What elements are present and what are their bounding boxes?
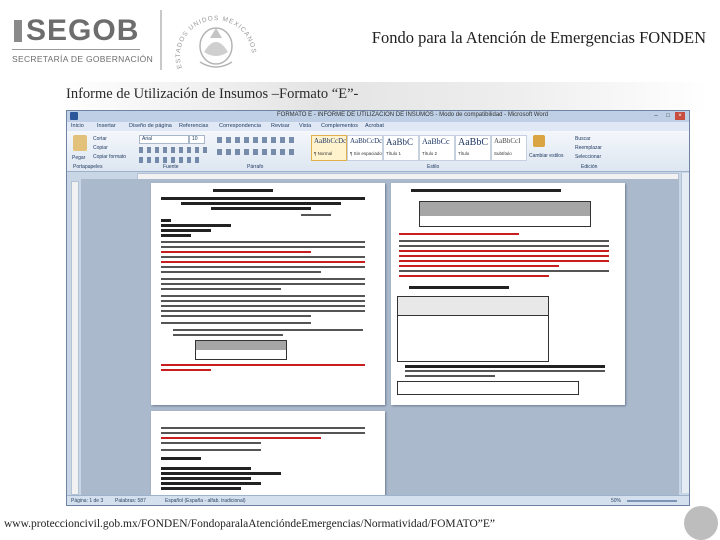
footer-url: www.proteccioncivil.gob.mx/FONDEN/FondoparalaAtencióndeEmergencias/Normatividad/FOMATO”E” xyxy=(4,518,495,530)
group-label-editing: Edición xyxy=(581,164,598,170)
logo-rule xyxy=(12,49,140,50)
list-buttons[interactable] xyxy=(217,137,297,143)
tab-diseno[interactable]: Diseño de página xyxy=(129,123,172,129)
style-heading-1[interactable]: AaBbC Título 1 xyxy=(383,135,419,161)
paste-label: Pegar xyxy=(72,155,86,161)
segob-subtitle: SECRETARÍA DE GOBERNACIÓN xyxy=(12,54,154,64)
insumos-table xyxy=(419,201,591,227)
close-icon[interactable]: × xyxy=(675,112,685,120)
seal-text: ESTADOS UNIDOS MEXICANOS xyxy=(174,15,257,70)
explanation-box xyxy=(397,381,579,395)
font-color-buttons[interactable] xyxy=(139,157,199,163)
footer-circle xyxy=(684,506,718,540)
group-label-clipboard: Portapapeles xyxy=(73,164,103,170)
tab-insertar[interactable]: Insertar xyxy=(97,123,116,129)
tab-acrobat[interactable]: Acrobat xyxy=(365,123,384,129)
find-button[interactable]: Buscar xyxy=(575,136,591,142)
tab-vista[interactable]: Vista xyxy=(299,123,312,129)
status-bar xyxy=(67,495,689,506)
minimize-icon[interactable]: – xyxy=(654,113,658,119)
word-titlebar xyxy=(67,111,689,122)
mexico-seal-icon xyxy=(172,2,260,78)
document-page-3 xyxy=(151,411,385,495)
replace-button[interactable]: Reemplazar xyxy=(575,145,602,151)
style-heading-2[interactable]: AaBbCc Título 2 xyxy=(419,135,455,161)
format-painter-button[interactable]: Copiar formato xyxy=(93,154,127,160)
slide-subtitle: Informe de Utilización de Insumos –Formato “E”- xyxy=(66,86,359,102)
status-language[interactable]: Español (España - alfab. tradicional) xyxy=(165,498,246,504)
header-title: Fondo para la Atención de Emergencias FONDEN xyxy=(371,28,706,47)
document-page-2 xyxy=(391,183,625,405)
word-app-icon[interactable] xyxy=(70,112,78,120)
word-window xyxy=(66,110,690,506)
document-page-1 xyxy=(151,183,385,405)
vertical-ruler xyxy=(71,181,79,495)
change-styles-icon[interactable] xyxy=(533,135,545,147)
align-buttons[interactable] xyxy=(217,149,297,155)
status-page[interactable]: Página: 1 de 3 xyxy=(71,498,104,504)
style-normal[interactable]: AaBbCcDc ¶ Normal xyxy=(311,135,347,161)
municipality-table xyxy=(195,340,287,360)
tab-complementos[interactable]: Complementos xyxy=(321,123,358,129)
zoom-slider[interactable] xyxy=(627,500,677,502)
font-name-select[interactable]: Arial xyxy=(139,135,189,144)
group-label-font: Fuente xyxy=(163,164,179,170)
paste-icon[interactable] xyxy=(73,135,87,151)
maximize-icon[interactable]: □ xyxy=(666,113,670,119)
window-title: FORMATO E - INFORME DE UTILIZACIÓN DE INSUMOS - Modo de compatibilidad - Microsoft Word xyxy=(277,112,549,118)
cut-button[interactable]: Cortar xyxy=(93,136,107,142)
select-button[interactable]: Seleccionar xyxy=(575,154,602,160)
copy-button[interactable]: Copiar xyxy=(93,145,108,151)
ribbon xyxy=(67,131,689,172)
ribbon-tabs xyxy=(67,122,689,131)
segob-logo: SEGOB xyxy=(26,14,140,47)
font-size-select[interactable]: 10 xyxy=(189,135,205,144)
document-area[interactable] xyxy=(81,179,679,495)
tab-revisar[interactable]: Revisar xyxy=(271,123,290,129)
group-label-paragraph: Párrafo xyxy=(247,164,264,170)
logo-mark xyxy=(14,20,22,42)
tab-correspondencia[interactable]: Correspondencia xyxy=(219,123,261,129)
font-format-buttons[interactable] xyxy=(139,147,209,153)
style-subtitle[interactable]: AaBbCcI Subtítulo xyxy=(491,135,527,161)
change-styles-label[interactable]: Cambiar estilos xyxy=(529,153,564,159)
tab-inicio[interactable]: Inicio xyxy=(71,123,84,129)
status-zoom[interactable]: 50% xyxy=(611,498,622,504)
style-no-spacing[interactable]: AaBbCcDc ¶ Sin espaciado xyxy=(347,135,383,161)
status-words[interactable]: Palabras: 587 xyxy=(115,498,146,504)
header-divider xyxy=(160,10,162,70)
distribution-table xyxy=(397,296,549,362)
style-title[interactable]: AaBbC Título xyxy=(455,135,491,161)
group-label-styles: Estilo xyxy=(427,164,440,170)
tab-referencias[interactable]: Referencias xyxy=(179,123,209,129)
vertical-scrollbar[interactable] xyxy=(681,173,689,493)
